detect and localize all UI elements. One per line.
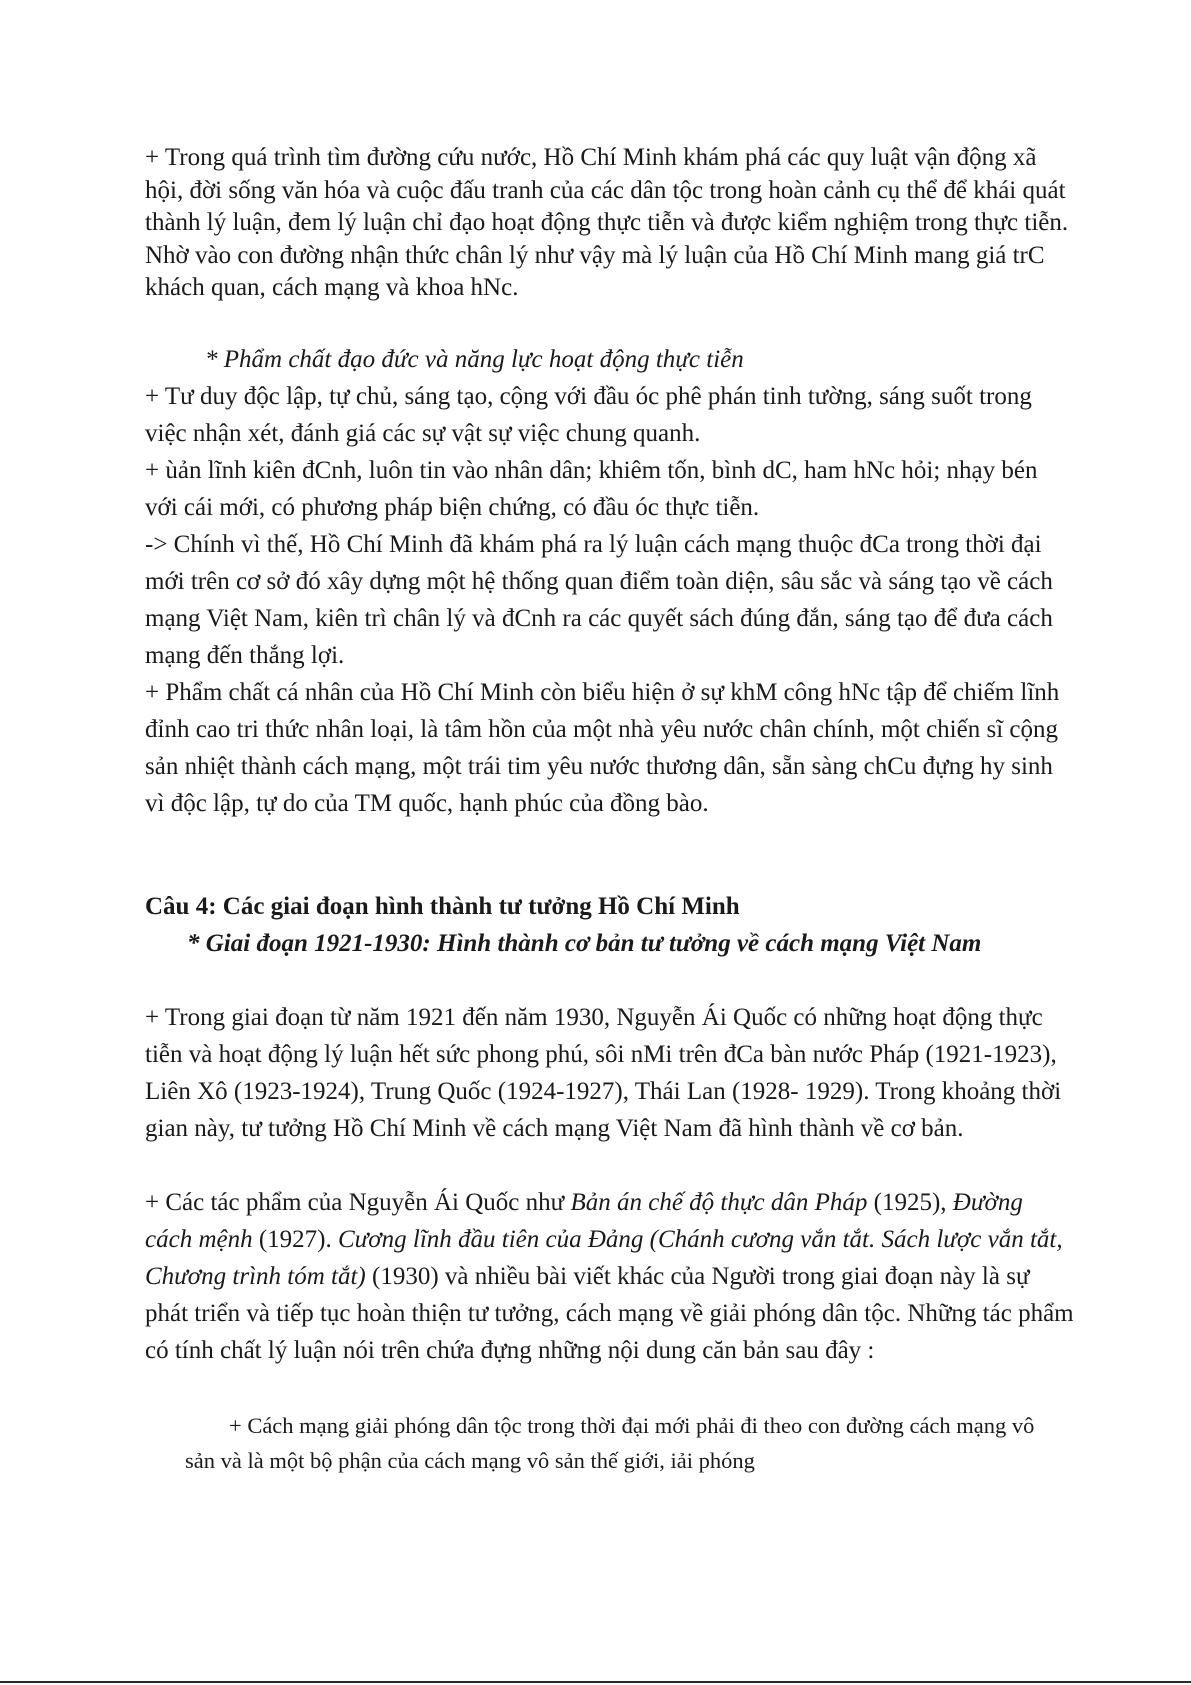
work-title-duong-cach-menh: Đường cách mệnh xyxy=(145,1189,1023,1253)
page-bottom-border xyxy=(0,1681,1191,1683)
works-text-4: (1930) và nhiều bài viết khác của Người trong giai đoạn này là sự phát triển và tiếp tục hoàn thiện tư tưởng, cách mạng về giải phóng dân tộc. Những tác phẩm có tính chất lý luận nói trên chứa đựng những nội dung căn bản sau đây : xyxy=(145,1263,1074,1364)
stage-1921-1930-heading: * Giai đoạn 1921-1930: Hình thành cơ bản tư tưởng về cách mạng Việt Nam xyxy=(187,930,982,957)
paragraph-independent-thinking: + Tư duy độc lập, tự chủ, sáng tạo, cộng với đầu óc phê phán tinh tường, sáng suốt trong việc nhận xét, đánh giá các sự vật sự việc chung quanh. xyxy=(145,383,1032,447)
question-4-heading: Câu 4: Các giai đoạn hình thành tư tưởng Hồ Chí Minh xyxy=(145,893,740,920)
works-text-1: + Các tác phẩm của Nguyễn Ái Quốc như xyxy=(145,1189,571,1216)
paragraph-theory-path: + Trong quá trình tìm đường cứu nước, Hồ Chí Minh khám phá các quy luật vận động xã hội, đời sống văn hóa và cuộc đấu tranh của các dân tộc trong hoàn cảnh cụ thể để khái quát thành lý luận, đem lý luận chỉ đạo hoạt động thực tiễn và được kiểm nghiệm trong thực tiễn. Nhờ vào con đường nhận thức chân lý như vậy mà lý luận của Hồ Chí Minh mang giá trC khách quan, cách mạng và khoa hNc. xyxy=(145,144,1069,302)
works-text-2: (1925), xyxy=(867,1189,953,1216)
paragraph-personal-quality: + Phẩm chất cá nhân của Hồ Chí Minh còn biểu hiện ở sự khM công hNc tập để chiếm lĩnh đỉnh cao tri thức nhân loại, là tâm hồn của một nhà yêu nước chân chính, một chiến sĩ cộng sản nhiệt thành cách mạng, một trái tim yêu nước thương dân, sẵn sàng chCu đựng hy sinh vì độc lập, tự do của TM quốc, hạnh phúc của đồng bào. xyxy=(145,679,1060,817)
work-title-cuong-linh: Cương lĩnh đầu tiên của Đảng (Chánh cương vắn tắt. Sách lược vắn tắt, Chương trình tóm tắt) xyxy=(145,1226,1063,1290)
subheading-quality-capacity: * Phẩm chất đạo đức và năng lực hoạt động thực tiễn xyxy=(205,346,744,373)
paragraph-proletarian-revolution: + Cách mạng giải phóng dân tộc trong thời đại mới phải đi theo con đường cách mạng vô sản và là một bộ phận của cách mạng vô sản thế giới, iải phóng xyxy=(185,1413,1035,1473)
paragraph-therefore: -> Chính vì thế, Hồ Chí Minh đã khám phá ra lý luận cách mạng thuộc đCa trong thời đại mới trên cơ sở đó xây dựng một hệ thống quan điểm toàn diện, sâu sắc và sáng tạo về cách mạng Việt Nam, kiên trì chân lý và đCnh ra các quyết sách đúng đắn, sáng tạo để đưa cách mạng đến thắng lợi. xyxy=(145,531,1053,669)
works-text-3: (1927). xyxy=(252,1226,338,1253)
paragraph-works xyxy=(145,1184,1075,1369)
paragraph-firm-bravery: + ùản lĩnh kiên đCnh, luôn tin vào nhân dân; khiêm tốn, bình dC, ham hNc hỏi; nhạy bén với cái mới, có phương pháp biện chứng, có đầu óc thực tiễn. xyxy=(145,457,1038,521)
work-title-ban-an: Bản án chế độ thực dân Pháp xyxy=(570,1189,868,1216)
paragraph-stage-activities: + Trong giai đoạn từ năm 1921 đến năm 1930, Nguyễn Ái Quốc có những hoạt động thực tiễn và hoạt động lý luận hết sức phong phú, sôi nMi trên đCa bàn nước Pháp (1921-1923), Liên Xô (1923-1924), Trung Quốc (1924-1927), Thái Lan (1928- 1929). Trong khoảng thời gian này, tư tưởng Hồ Chí Minh về cách mạng Việt Nam đã hình thành về cơ bản. xyxy=(145,1004,1062,1142)
